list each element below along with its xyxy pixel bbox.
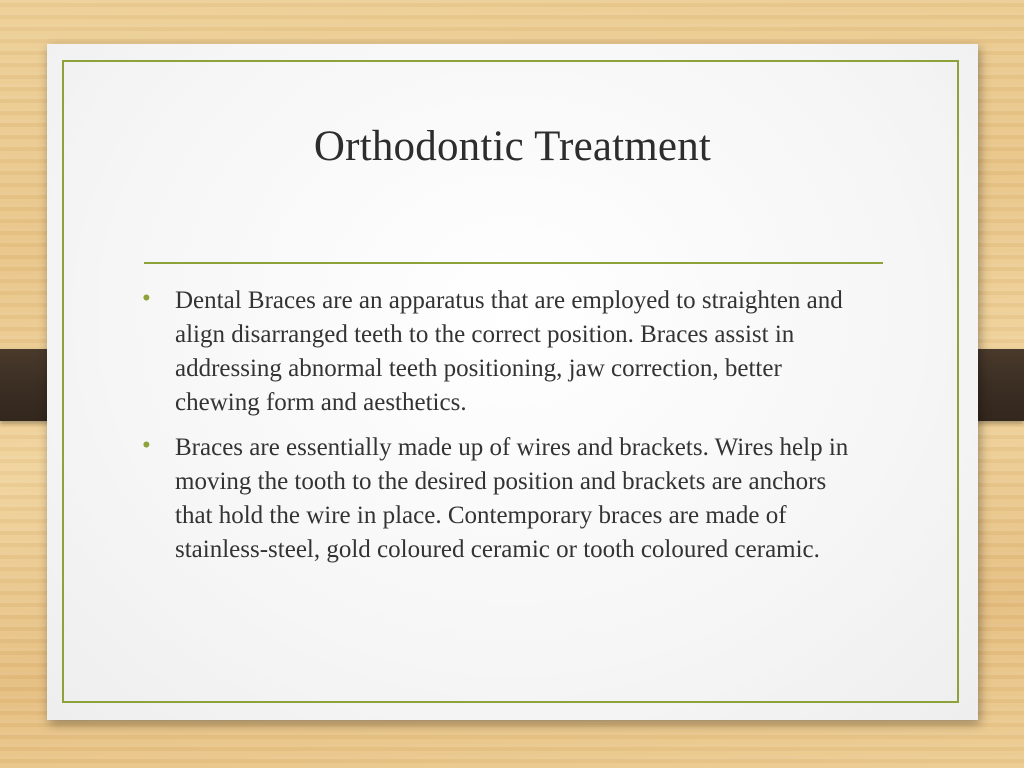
slide-title: Orthodontic Treatment xyxy=(313,123,712,170)
bullet-item-braces-composition xyxy=(142,431,862,567)
bullet-dot-icon: • xyxy=(142,432,151,459)
bullet-item-braces-definition xyxy=(142,284,862,420)
title-divider xyxy=(144,262,883,264)
bullet-text: Dental Braces are an apparatus that are employed to straighten and align disarranged teeth to the correct position. Braces assist in addressing abnormal teeth positioning, jaw correction, better chewing form and aesthetics. xyxy=(175,287,843,416)
bullet-text: Braces are essentially made up of wires and brackets. Wires help in moving the tooth to the desired position and brackets are anchors that hold the wire in place. Contemporary braces are made of stainless-steel, gold coloured ceramic or tooth coloured ceramic. xyxy=(175,434,849,563)
bullet-list xyxy=(142,284,862,578)
slide-paper xyxy=(47,44,978,720)
bullet-dot-icon: • xyxy=(142,285,151,312)
